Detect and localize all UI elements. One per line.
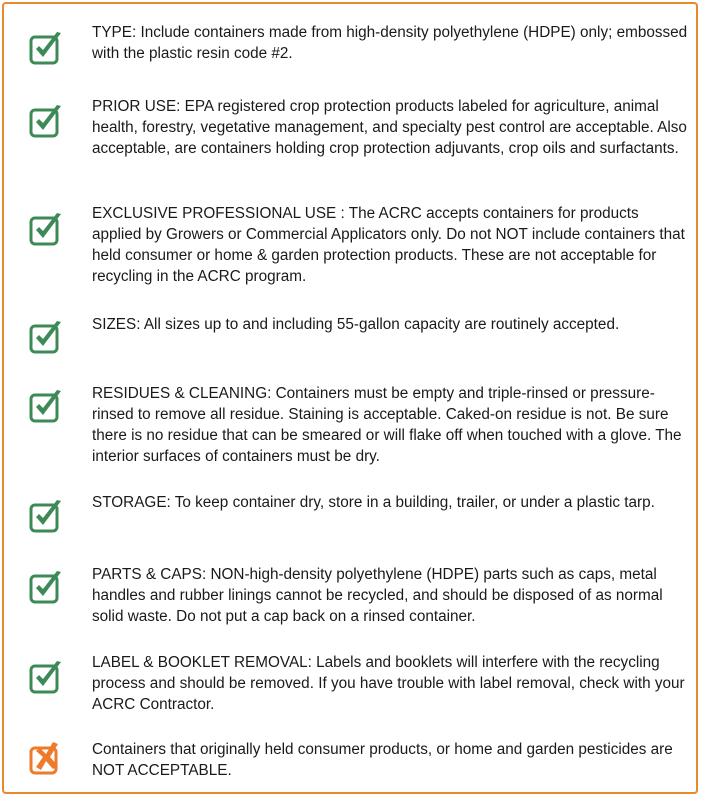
green-checkbox-icon — [26, 657, 66, 697]
green-checkbox-icon — [26, 496, 66, 536]
item-text: PARTS & CAPS: NON-high-density polyethylene (HDPE) parts such as caps, metal handles and rubber linings cannot be recycled, and should be disposed of as normal solid waste. Do not put a cap back on a rinsed container. — [92, 566, 663, 625]
item-text: Containers that originally held consumer products, or home and garden pesticides are NOT ACCEPTABLE. — [92, 741, 673, 779]
orange-x-box-icon — [26, 738, 66, 778]
item-text: TYPE: Include containers made from high-density polyethylene (HDPE) only; embossed with the plastic resin code #2. — [92, 24, 688, 62]
item-text: STORAGE: To keep container dry, store in a building, trailer, or under a plastic tarp. — [92, 494, 655, 511]
green-checkbox-icon — [26, 386, 66, 426]
item-text: RESIDUES & CLEANING: Containers must be empty and triple-rinsed or pressure-rinsed to remove all residue. Staining is acceptable. Caked-on residue is not. Be sure there is no residue that can be smeared or will flake off when touched with a glove. The interior surfaces of containers must be dry. — [92, 385, 682, 465]
green-checkbox-icon — [26, 28, 66, 68]
item-text: PRIOR USE: EPA registered crop protection products labeled for agriculture, animal health, forestry, vegetative management, and specialty pest control are acceptable. Also acceptable, are containers holding crop protection adjuvants, crop oils and surfactants. — [92, 98, 687, 157]
item-text: EXCLUSIVE PROFESSIONAL USE : The ACRC accepts containers for products applied by Growers or Commercial Applicators only. Do not NOT include containers that held consumer or home & garden protection products. These are not acceptable for recycling in the ACRC program. — [92, 205, 685, 285]
guidelines-frame — [2, 2, 698, 794]
green-checkbox-icon — [26, 567, 66, 607]
green-checkbox-icon — [26, 317, 66, 357]
item-text: SIZES: All sizes up to and including 55-gallon capacity are routinely accepted. — [92, 316, 620, 333]
green-checkbox-icon — [26, 209, 66, 249]
item-text: LABEL & BOOKLET REMOVAL: Labels and booklets will interfere with the recycling process and should be removed. If you have trouble with label removal, check with your ACRC Contractor. — [92, 654, 685, 713]
green-checkbox-icon — [26, 101, 66, 141]
